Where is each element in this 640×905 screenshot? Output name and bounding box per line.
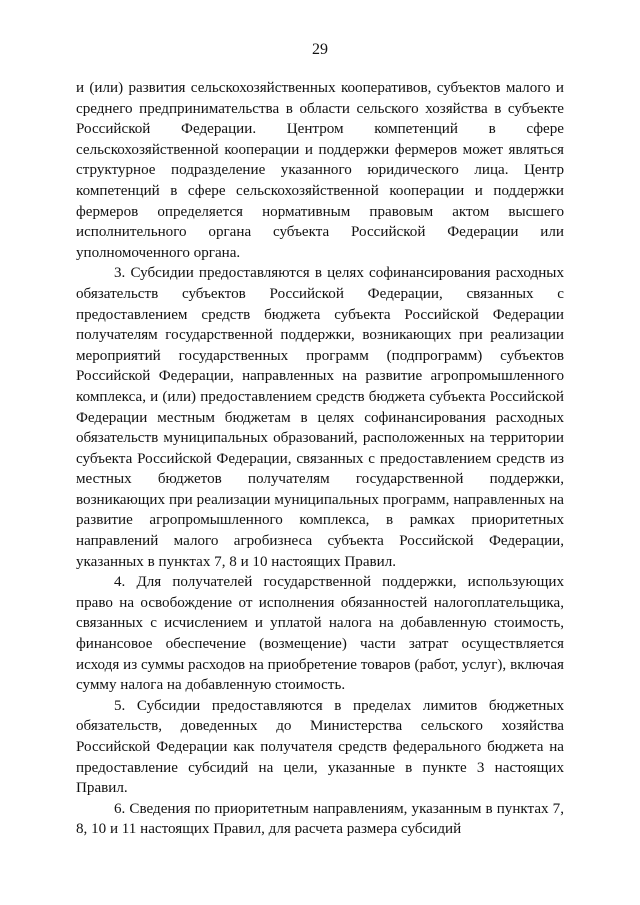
paragraph-continuation: и (или) развития сельскохозяйственных кооперативов, субъектов малого и среднего предпринимательства в области сельского хозяйства в субъекте Российской Федерации. Центром компетенций в сфере сельскохозяйственной кооперации и поддержки фермеров может являться структурное подразделение указанного юридического лица. Центр компетенций в сфере сельскохозяйственной кооперации и поддержки фермеров определяется нормативным правовым актом высшего исполнительного органа субъекта Российской Федерации или уполномоченного органа. bbox=[76, 80, 564, 261]
page-number: 29 bbox=[312, 41, 328, 58]
paragraph-item-5: 5. Субсидии предоставляются в пределах лимитов бюджетных обязательств, доведенных до Министерства сельского хозяйства Российской Федерации как получателя средств федерального бюджета на предоставление субсидий на цели, указанные в пункте 3 настоящих Правил. bbox=[76, 697, 564, 797]
paragraph-item-3: 3. Субсидии предоставляются в целях софинансирования расходных обязательств субъектов Российской Федерации, связанных с предоставлением средств бюджета субъекта Российской Федерации получателям государственной поддержки, возникающих при реализации мероприятий государственных программ (подпрограмм) субъектов Российской Федерации, направленных на развитие агропромышленного комплекса, и (или) предоставлением средств бюджета субъекта Российской Федерации местным бюджетам в целях софинансирования расходных обязательств муниципальных образований, расположенных на территории субъекта Российской Федерации, связанных с предоставлением средств из местных бюджетов получателям государственной поддержки, возникающих при реализации муниципальных программ, направленных на развитие агропромышленного комплекса, в рамках приоритетных направлений малого агробизнеса субъекта Российской Федерации, указанных в пунктах 7, 8 и 10 настоящих Правил. bbox=[76, 265, 564, 570]
paragraph-item-6: 6. Сведения по приоритетным направлениям, указанным в пунктах 7, 8, 10 и 11 настоящих Правил, для расчета размера субсидий bbox=[76, 800, 564, 838]
paragraph-item-4: 4. Для получателей государственной поддержки, использующих право на освобождение от исполнения обязанностей налогоплательщика, связанных с исчислением и уплатой налога на добавленную стоимость, финансовое обеспечение (возмещение) части затрат осуществляется исходя из суммы расходов на приобретение товаров (работ, услуг), включая сумму налога на добавленную стоимость. bbox=[76, 574, 564, 694]
document-body bbox=[76, 78, 564, 840]
